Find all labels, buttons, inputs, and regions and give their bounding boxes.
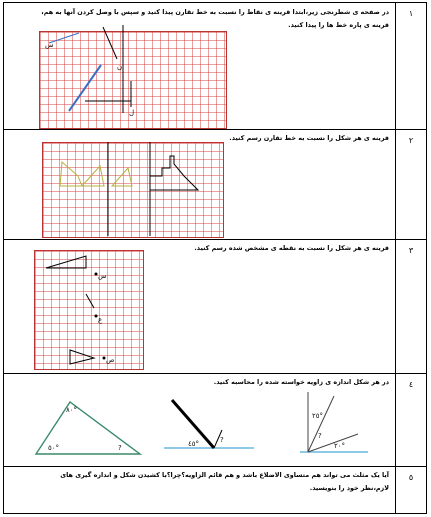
point-label-2: ن [117, 63, 123, 71]
question-row-2 [4, 130, 426, 240]
question-number-4: ٤ [395, 374, 426, 466]
figure-4 [4, 374, 396, 467]
question-text-1-line-2: قرینه ی پاره خط ها را پیدا کنید. [288, 21, 389, 29]
segment-3b [86, 294, 94, 308]
question-text-3-line-1: قرینه ی هر شکل را نسبت به نقطه ی مشخص شده رسم کنید. [194, 244, 389, 252]
question-text-2-line-1: قرینه ی هر شکل را نسبت به خط تقارن رسم کنید. [229, 134, 389, 142]
worksheet-table [3, 2, 427, 514]
shape-2b [82, 166, 104, 186]
angle-label-5: ? [220, 436, 224, 444]
center-label-2: ع [98, 316, 103, 324]
question-number-1: ١ [395, 3, 426, 129]
shape-3c [70, 350, 94, 364]
angle-label-4: ٤٥° [188, 440, 200, 448]
shape-2a [60, 162, 82, 186]
question-number-5: ٥ [395, 467, 426, 513]
question-text-5-line-2: لازم،نظر خود را بنویسید. [309, 484, 389, 492]
segment-1b [103, 27, 117, 59]
question-text-4-line-1: در هر شکل اندازه ی زاویه خواسته شده را محاسبه کنید. [213, 378, 389, 386]
angle-label-7: ٢٠° [334, 442, 346, 450]
angle-label-2: ٥٠° [48, 444, 60, 452]
question-row-1 [4, 3, 426, 130]
shape-2d [150, 156, 198, 190]
segment-1c [69, 65, 101, 111]
question-number-3: ٣ [395, 240, 426, 373]
question-row-4 [4, 374, 426, 467]
question-text-1-line-1: در صفحه ی شطرنجی زیر،ابتدا قرینه ی نقاط را نسبت به خط تقارن پیدا کنید و سپس با وصل کردن آنها به هم، [41, 8, 389, 16]
angle-label-8: ? [318, 432, 322, 440]
figure-1 [39, 3, 229, 130]
figure-2 [42, 142, 222, 236]
center-label-1: س [98, 272, 107, 280]
angle-label-6: ٢٥° [312, 412, 324, 420]
point-label-1: س [45, 41, 54, 49]
question-text-5-line-1: آیا یک مثلث می تواند هم متساوی الاضلاع باشد و هم قائم الزاویه؟چرا؟با کشیدن شکل و اندازه گیری های [60, 471, 389, 479]
point-label-3: ل [129, 109, 135, 117]
question-row-5 [4, 467, 426, 513]
center-label-3: ص [106, 356, 115, 364]
question-number-2: ٢ [395, 130, 426, 239]
question-row-3 [4, 240, 426, 374]
shape-3a [46, 256, 86, 268]
angle-label-1: ٨٠° [66, 406, 78, 414]
figure-3 [34, 250, 146, 368]
shape-2c [112, 168, 132, 186]
angle-label-3: ? [118, 444, 122, 452]
question-text-5 [29, 469, 389, 495]
